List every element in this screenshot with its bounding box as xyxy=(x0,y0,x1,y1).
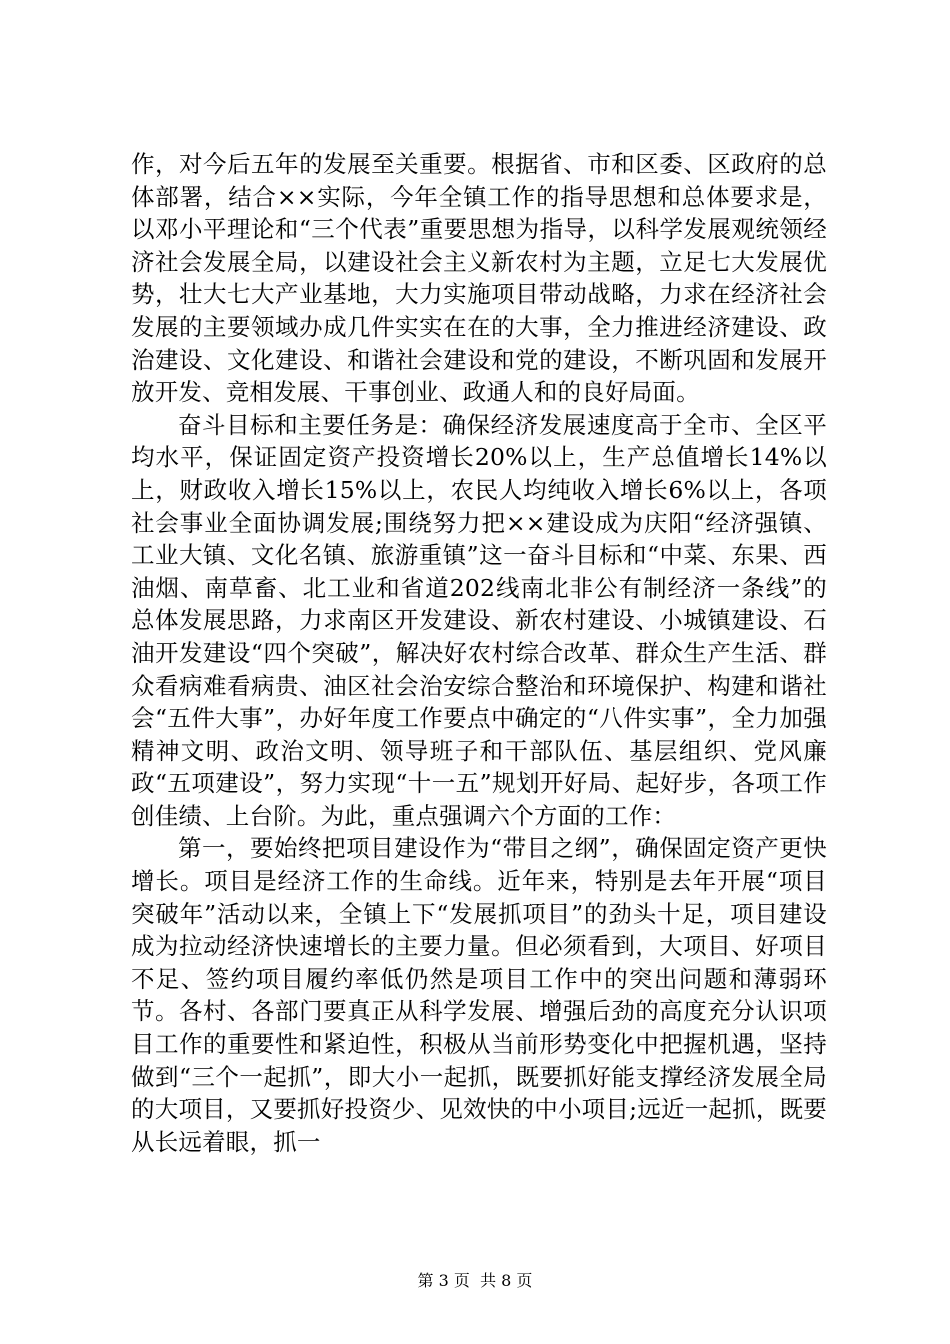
paragraph-project-construction: 第一，要始终把项目建设作为“带目之纲”，确保固定资产更快增长。项目是经济工作的生命线。近年来，特别是去年开展“项目突破年”活动以来，全镇上下“发展抓项目”的劲头十足，项目建设成为拉动经济快速增长的主要力量。但必须看到，大项目、好项目不足、签约项目履约率低仍然是项目工作中的突出问题和薄弱环节。各村、各部门要真正从科学发展、增强后劲的高度充分认识项目工作的重要性和紧迫性，积极从当前形势变化中把握机遇，坚持做到“三个一起抓”，即大小一起抓，既要抓好能支撑经济发展全局的大项目，又要抓好投资少、见效快的中小项目;远近一起抓，既要从长远着眼，抓一 xyxy=(131,834,827,1156)
paragraph-guiding-thought: 作，对今后五年的发展至关重要。根据省、市和区委、区政府的总体部署，结合××实际，今年全镇工作的指导思想和总体要求是，以邓小平理论和“三个代表”重要思想为指导，以科学发展观统领经济社会发展全局，以建设社会主义新农村为主题，立足七大发展优势，壮大七大产业基地，大力实施项目带动战略，力求在经济社会发展的主要领域办成几件实实在在的大事，全力推进经济建设、政治建设、文化建设、和谐社会建设和党的建设，不断巩固和发展开放开发、竞相发展、干事创业、政通人和的良好局面。 xyxy=(131,150,827,407)
paragraph-goals-tasks: 奋斗目标和主要任务是：确保经济发展速度高于全市、全区平均水平，保证固定资产投资增长20%以上，生产总值增长14%以上，财政收入增长15%以上，农民人均纯收入增长6%以上，各项社会事业全面协调发展;围绕努力把××建设成为庆阳“经济强镇、工业大镇、文化名镇、旅游重镇”这一奋斗目标和“中菜、东果、西油烟、南草畜、北工业和省道202线南北非公有制经济一条线”的总体发展思路，力求南区开发建设、新农村建设、小城镇建设、石油开发建设“四个突破”，解决好农村综合改革、群众生产生活、群众看病难看病贵、油区社会治安综合整治和环境保护、构建和谐社会“五件大事”，办好年度工作要点中确定的“八件实事”，全力加强精神文明、政治文明、领导班子和干部队伍、基层组织、党风廉政“五项建设”，努力实现“十一五”规划开好局、起好步，各项工作创佳绩、上台阶。为此，重点强调六个方面的工作： xyxy=(131,410,827,830)
document-body xyxy=(131,148,827,1158)
page-footer: 第 3 页 共 8 页 xyxy=(417,1271,533,1290)
